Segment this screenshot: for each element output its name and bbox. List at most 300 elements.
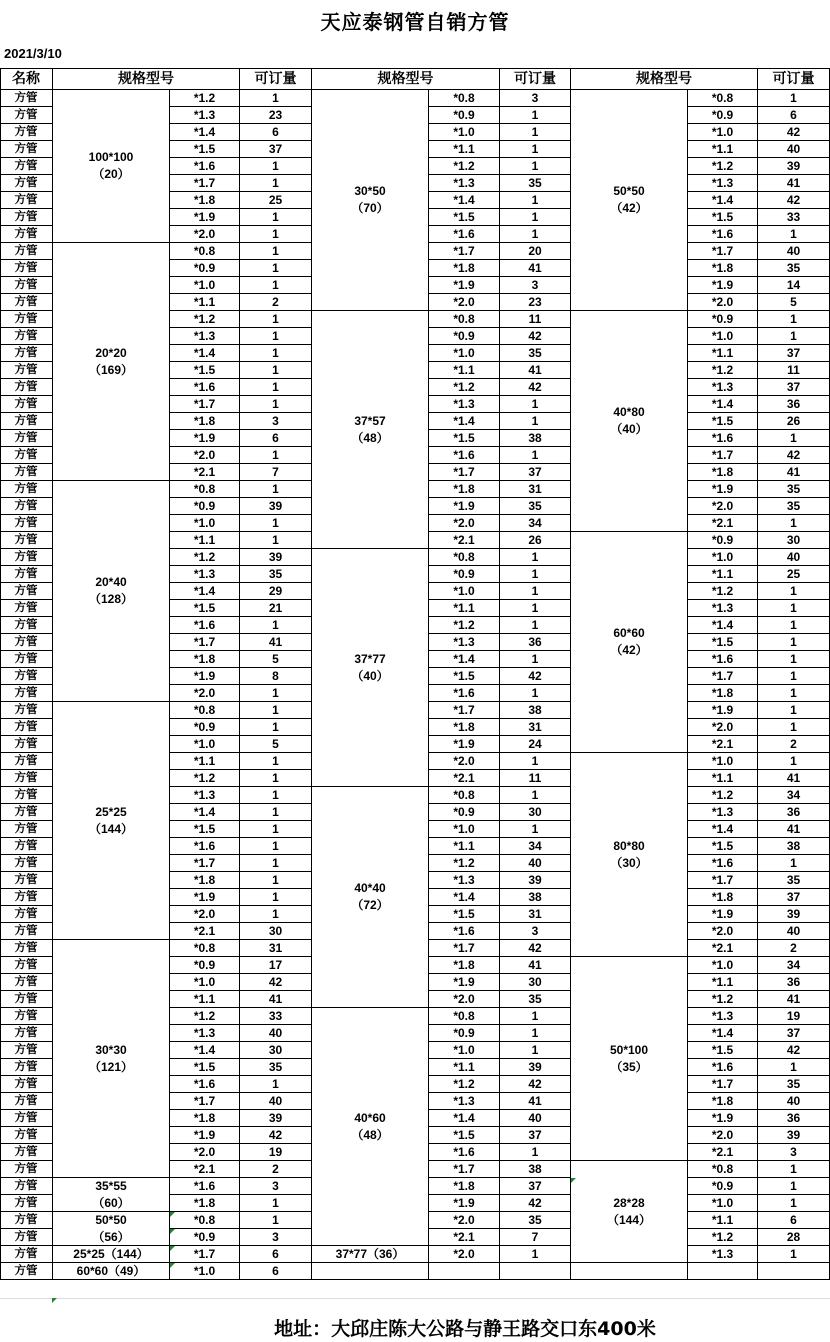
size-group (53, 940, 170, 1178)
row-name: 方管 (0, 192, 53, 209)
qty-cell: 1 (240, 328, 312, 345)
qty-cell: 40 (758, 549, 830, 566)
spec-cell: *1.5 (429, 430, 500, 447)
qty-cell: 1 (758, 685, 830, 702)
qty-cell: 28 (758, 1229, 830, 1246)
spec-cell: *1.9 (688, 906, 758, 923)
spec-cell: *1.2 (429, 379, 500, 396)
row-name: 方管 (0, 583, 53, 600)
qty-cell: 7 (500, 1229, 571, 1246)
spec-cell: *2.0 (688, 498, 758, 515)
spec-cell: *1.3 (688, 175, 758, 192)
spec-cell: *0.9 (429, 1025, 500, 1042)
size-group (312, 549, 429, 787)
qty-cell: 31 (240, 940, 312, 957)
qty-cell: 1 (500, 787, 571, 804)
qty-cell: 1 (500, 600, 571, 617)
spec-cell: *2.0 (170, 447, 240, 464)
row-name: 方管 (0, 634, 53, 651)
qty-cell: 1 (240, 1212, 312, 1229)
size-label: 20*20 (95, 345, 127, 360)
qty-cell: 33 (240, 1008, 312, 1025)
spec-cell: *1.2 (429, 617, 500, 634)
qty-cell: 39 (758, 906, 830, 923)
spec-cell: *1.6 (170, 1076, 240, 1093)
row-name: 方管 (0, 1008, 53, 1025)
qty-cell: 42 (500, 668, 571, 685)
spec-cell: *2.0 (170, 1144, 240, 1161)
qty-cell: 35 (500, 1212, 571, 1229)
size-label: 30*50 (354, 184, 386, 198)
qty-cell: 1 (240, 753, 312, 770)
size-label: 50*100 (609, 1042, 649, 1057)
spec-cell: *1.0 (688, 328, 758, 345)
spec-cell: *0.8 (170, 1212, 240, 1229)
size-group (312, 787, 429, 1008)
spec-cell: *1.7 (429, 940, 500, 957)
spec-cell: *1.1 (170, 753, 240, 770)
spec-cell: *1.2 (429, 855, 500, 872)
row-name: 方管 (0, 991, 53, 1008)
qty-cell: 40 (240, 1025, 312, 1042)
cell-marker-icon (170, 1212, 175, 1217)
row-name: 方管 (0, 107, 53, 124)
spec-cell: *0.8 (429, 311, 500, 328)
size-total: （60） (92, 1195, 130, 1210)
empty-cell (312, 1263, 429, 1280)
spec-cell: *1.2 (688, 1229, 758, 1246)
row-name: 方管 (0, 1110, 53, 1127)
spec-cell: *2.1 (170, 923, 240, 940)
qty-cell: 1 (240, 855, 312, 872)
qty-cell: 1 (240, 770, 312, 787)
spec-cell: *1.9 (429, 1195, 500, 1212)
size-group (53, 481, 170, 702)
qty-cell: 1 (500, 685, 571, 702)
qty-cell: 37 (240, 141, 312, 158)
qty-cell: 1 (240, 702, 312, 719)
spec-cell: *1.1 (170, 294, 240, 311)
row-name: 方管 (0, 906, 53, 923)
qty-cell: 1 (500, 107, 571, 124)
spec-cell: *1.3 (688, 600, 758, 617)
size-label: 37*57 (354, 413, 386, 428)
qty-cell: 34 (500, 515, 571, 532)
spec-cell: *1.0 (429, 1042, 500, 1059)
row-name: 方管 (0, 1178, 53, 1195)
spec-cell: *1.3 (688, 379, 758, 396)
spec-cell: *1.4 (429, 1110, 500, 1127)
qty-cell: 41 (758, 770, 830, 787)
qty-cell: 1 (240, 1076, 312, 1093)
qty-cell: 1 (240, 719, 312, 736)
qty-cell: 1 (500, 1025, 571, 1042)
stock-table (0, 68, 830, 1282)
row-name: 方管 (0, 685, 53, 702)
spec-cell: *0.9 (688, 107, 758, 124)
spec-cell: *1.4 (170, 583, 240, 600)
spec-cell: *1.0 (688, 549, 758, 566)
qty-cell: 35 (240, 566, 312, 583)
qty-cell: 1 (240, 481, 312, 498)
row-name: 方管 (0, 1127, 53, 1144)
qty-cell: 35 (758, 481, 830, 498)
cell-marker-icon (170, 1229, 175, 1234)
qty-cell: 1 (240, 158, 312, 175)
spec-cell: *1.8 (688, 685, 758, 702)
size-total: （42） (610, 643, 648, 657)
spec-cell: *1.0 (429, 345, 500, 362)
spec-cell: *1.8 (170, 1110, 240, 1127)
spec-cell: *1.5 (170, 600, 240, 617)
qty-cell: 1 (500, 1008, 571, 1025)
row-name: 方管 (0, 226, 53, 243)
qty-cell: 1 (500, 192, 571, 209)
row-name: 方管 (0, 736, 53, 753)
qty-cell: 42 (758, 124, 830, 141)
qty-cell: 1 (758, 1178, 830, 1195)
size-label: 25*25 (95, 804, 127, 819)
spec-cell: *1.4 (429, 413, 500, 430)
qty-cell: 42 (500, 379, 571, 396)
spec-cell: *1.7 (688, 243, 758, 260)
qty-cell: 3 (500, 277, 571, 294)
spec-cell: *1.4 (170, 345, 240, 362)
spec-cell: *1.6 (429, 226, 500, 243)
spec-cell: *1.6 (429, 447, 500, 464)
qty-cell: 30 (240, 923, 312, 940)
header-spec: 规格型号 (571, 68, 758, 90)
qty-cell: 33 (758, 209, 830, 226)
cell-marker-icon (571, 1178, 576, 1183)
spec-cell: *1.0 (170, 974, 240, 991)
qty-cell: 1 (240, 821, 312, 838)
row-name: 方管 (0, 702, 53, 719)
qty-cell: 1 (758, 583, 830, 600)
size-label: 50*50 (95, 1212, 127, 1227)
spec-cell: *1.8 (170, 413, 240, 430)
row-name: 方管 (0, 1246, 53, 1263)
header-qty: 可订量 (240, 68, 312, 90)
spec-cell: *1.9 (429, 974, 500, 991)
qty-cell: 25 (240, 192, 312, 209)
row-name: 方管 (0, 1229, 53, 1246)
qty-cell: 1 (758, 651, 830, 668)
row-name: 方管 (0, 158, 53, 175)
size-total: （40） (351, 668, 389, 683)
spec-cell: *1.1 (429, 838, 500, 855)
spec-cell: *1.2 (170, 311, 240, 328)
qty-cell: 39 (240, 1110, 312, 1127)
spec-cell: *1.8 (429, 1178, 500, 1195)
qty-cell: 34 (500, 838, 571, 855)
qty-cell: 40 (240, 1093, 312, 1110)
qty-cell: 35 (500, 345, 571, 362)
qty-cell: 39 (500, 872, 571, 889)
qty-cell: 1 (758, 226, 830, 243)
row-name: 方管 (0, 260, 53, 277)
spec-cell: *1.8 (170, 192, 240, 209)
spec-cell: *1.2 (170, 770, 240, 787)
qty-cell: 1 (240, 617, 312, 634)
qty-cell: 1 (240, 447, 312, 464)
qty-cell: 37 (758, 379, 830, 396)
qty-cell: 14 (758, 277, 830, 294)
size-group (571, 753, 688, 957)
qty-cell: 38 (758, 838, 830, 855)
row-name: 方管 (0, 396, 53, 413)
qty-cell: 2 (240, 294, 312, 311)
spec-cell: *0.9 (170, 260, 240, 277)
qty-cell: 41 (500, 362, 571, 379)
qty-cell: 3 (240, 1178, 312, 1195)
header-spec: 规格型号 (53, 68, 240, 90)
spec-cell: *1.3 (170, 107, 240, 124)
qty-cell: 5 (758, 294, 830, 311)
spec-cell: *0.9 (429, 566, 500, 583)
qty-cell: 30 (500, 804, 571, 821)
row-name: 方管 (0, 821, 53, 838)
spec-cell: *2.1 (170, 464, 240, 481)
qty-cell: 40 (500, 1110, 571, 1127)
spec-cell: *1.8 (429, 260, 500, 277)
qty-cell: 1 (240, 209, 312, 226)
row-name: 方管 (0, 141, 53, 158)
spec-cell: *1.2 (688, 787, 758, 804)
size-group (571, 90, 688, 311)
size-label: 60*60（49） (76, 1263, 146, 1278)
spec-cell: *1.1 (688, 345, 758, 362)
qty-cell: 39 (240, 498, 312, 515)
qty-cell: 37 (500, 464, 571, 481)
spec-cell: *1.4 (688, 396, 758, 413)
qty-cell: 3 (500, 90, 571, 107)
spec-cell: *1.2 (688, 362, 758, 379)
spec-cell: *1.7 (429, 702, 500, 719)
spec-cell: *1.4 (688, 821, 758, 838)
spec-cell: *1.8 (170, 872, 240, 889)
qty-cell: 1 (240, 1195, 312, 1212)
qty-cell: 42 (500, 328, 571, 345)
spec-cell: *1.7 (429, 464, 500, 481)
spec-cell: *0.9 (429, 328, 500, 345)
qty-cell: 1 (240, 889, 312, 906)
spec-cell: *1.2 (429, 1076, 500, 1093)
qty-cell: 19 (758, 1008, 830, 1025)
row-name: 方管 (0, 1076, 53, 1093)
qty-cell: 1 (240, 379, 312, 396)
size-total: （48） (351, 1127, 389, 1142)
qty-cell: 41 (758, 821, 830, 838)
size-label: 50*50 (613, 184, 645, 198)
qty-cell: 2 (240, 1161, 312, 1178)
row-name: 方管 (0, 872, 53, 889)
qty-cell: 42 (240, 974, 312, 991)
spec-cell: *1.7 (170, 634, 240, 651)
row-name: 方管 (0, 617, 53, 634)
qty-cell: 34 (758, 957, 830, 974)
size-total: （42） (610, 201, 648, 215)
row-name: 方管 (0, 668, 53, 685)
spec-cell: *1.1 (429, 141, 500, 158)
spec-cell: *2.0 (429, 753, 500, 770)
size-label: 20*40 (95, 575, 127, 589)
spec-cell: *1.2 (429, 158, 500, 175)
spec-cell: *0.8 (688, 1161, 758, 1178)
spec-cell: *1.0 (429, 583, 500, 600)
spec-cell: *1.4 (688, 1025, 758, 1042)
spec-cell: *1.4 (170, 1042, 240, 1059)
row-name: 方管 (0, 175, 53, 192)
spec-cell: *1.1 (688, 974, 758, 991)
qty-cell: 8 (240, 668, 312, 685)
spec-cell: *1.7 (170, 396, 240, 413)
size-label: 25*25（144） (73, 1246, 149, 1261)
qty-cell: 1 (240, 872, 312, 889)
spec-cell: *1.5 (429, 209, 500, 226)
spec-cell: *1.6 (429, 685, 500, 702)
qty-cell: 1 (758, 753, 830, 770)
size-total: （169） (88, 362, 134, 377)
spec-cell: *1.5 (429, 1127, 500, 1144)
size-total: （40） (610, 422, 648, 436)
spec-cell: *1.3 (170, 328, 240, 345)
spec-cell: *1.6 (429, 1144, 500, 1161)
spec-cell: *2.1 (688, 1144, 758, 1161)
qty-cell: 35 (758, 1076, 830, 1093)
qty-cell: 6 (240, 1246, 312, 1263)
spec-cell: *2.0 (688, 294, 758, 311)
qty-cell: 36 (758, 804, 830, 821)
spec-cell: *0.9 (688, 1178, 758, 1195)
spec-cell: *0.9 (170, 957, 240, 974)
spec-cell: *1.7 (688, 447, 758, 464)
qty-cell: 1 (758, 311, 830, 328)
qty-cell: 1 (240, 311, 312, 328)
qty-cell: 39 (240, 549, 312, 566)
qty-cell: 42 (240, 1127, 312, 1144)
row-name: 方管 (0, 532, 53, 549)
spec-cell: *1.8 (429, 719, 500, 736)
spec-cell: *1.3 (429, 396, 500, 413)
qty-cell: 11 (758, 362, 830, 379)
size-total: （128） (88, 592, 134, 606)
qty-cell: 1 (500, 209, 571, 226)
spec-cell: *1.3 (170, 1025, 240, 1042)
size-group (312, 311, 429, 549)
spec-cell: *1.8 (170, 1195, 240, 1212)
qty-cell: 42 (500, 1076, 571, 1093)
spec-cell: *2.0 (429, 1246, 500, 1263)
header-spec: 规格型号 (312, 68, 500, 90)
size-group (53, 1246, 170, 1263)
qty-cell: 1 (500, 447, 571, 464)
qty-cell: 1 (240, 362, 312, 379)
sheet-title: 天应泰钢管自销方管 (320, 10, 510, 34)
cell-marker-icon (170, 1246, 175, 1251)
qty-cell: 38 (500, 889, 571, 906)
qty-cell: 1 (240, 685, 312, 702)
spec-cell: *1.5 (170, 141, 240, 158)
row-name: 方管 (0, 447, 53, 464)
qty-cell: 1 (240, 90, 312, 107)
spec-cell: *1.4 (429, 651, 500, 668)
size-group (53, 1212, 170, 1246)
spec-cell: *0.9 (688, 311, 758, 328)
qty-cell: 1 (240, 345, 312, 362)
spec-cell: *1.2 (688, 158, 758, 175)
size-group (571, 1161, 688, 1263)
spec-cell: *0.8 (170, 702, 240, 719)
qty-cell: 42 (500, 940, 571, 957)
spec-cell: *1.5 (688, 209, 758, 226)
spec-cell: *1.2 (688, 991, 758, 1008)
qty-cell: 35 (500, 991, 571, 1008)
size-group (571, 311, 688, 532)
qty-cell: 3 (240, 413, 312, 430)
spec-cell: *1.7 (170, 855, 240, 872)
row-name: 方管 (0, 889, 53, 906)
spec-cell: *2.0 (429, 991, 500, 1008)
qty-cell: 1 (758, 617, 830, 634)
qty-cell: 1 (758, 1195, 830, 1212)
row-name: 方管 (0, 345, 53, 362)
spec-cell: *1.3 (429, 175, 500, 192)
qty-cell: 1 (758, 1246, 830, 1263)
spec-cell: *1.0 (688, 1195, 758, 1212)
size-label: 40*40 (354, 881, 386, 895)
size-total: （70） (351, 201, 389, 215)
spec-cell: *2.0 (170, 685, 240, 702)
size-group (571, 532, 688, 753)
qty-cell: 6 (758, 1212, 830, 1229)
row-name: 方管 (0, 209, 53, 226)
row-name: 方管 (0, 498, 53, 515)
header-qty: 可订量 (758, 68, 830, 90)
spec-cell: *2.1 (688, 515, 758, 532)
row-name: 方管 (0, 464, 53, 481)
spec-cell: *0.8 (170, 940, 240, 957)
spec-cell: *1.9 (688, 277, 758, 294)
spec-cell: *0.8 (429, 787, 500, 804)
spec-cell: *1.5 (170, 1059, 240, 1076)
qty-cell: 1 (500, 1042, 571, 1059)
spec-cell: *1.9 (429, 736, 500, 753)
spec-cell: *0.8 (429, 1008, 500, 1025)
spec-cell: *2.0 (688, 923, 758, 940)
row-name: 方管 (0, 311, 53, 328)
qty-cell: 1 (758, 668, 830, 685)
spec-cell: *1.9 (170, 430, 240, 447)
qty-cell: 5 (240, 736, 312, 753)
spec-cell: *1.1 (429, 600, 500, 617)
spec-cell: *0.8 (429, 549, 500, 566)
spec-cell: *2.0 (429, 1212, 500, 1229)
qty-cell: 6 (240, 1263, 312, 1280)
spec-cell: *1.8 (429, 957, 500, 974)
spec-cell: *1.1 (688, 1212, 758, 1229)
spec-cell: *1.5 (429, 668, 500, 685)
spec-cell: *1.9 (688, 702, 758, 719)
size-label: 37*77 (354, 651, 386, 666)
qty-cell: 31 (500, 906, 571, 923)
qty-cell: 35 (758, 498, 830, 515)
spec-cell: *1.0 (688, 957, 758, 974)
size-total: （48） (351, 430, 389, 445)
empty-cell (500, 1263, 571, 1280)
spec-cell: *2.0 (688, 719, 758, 736)
size-label: 28*28 (613, 1195, 645, 1210)
